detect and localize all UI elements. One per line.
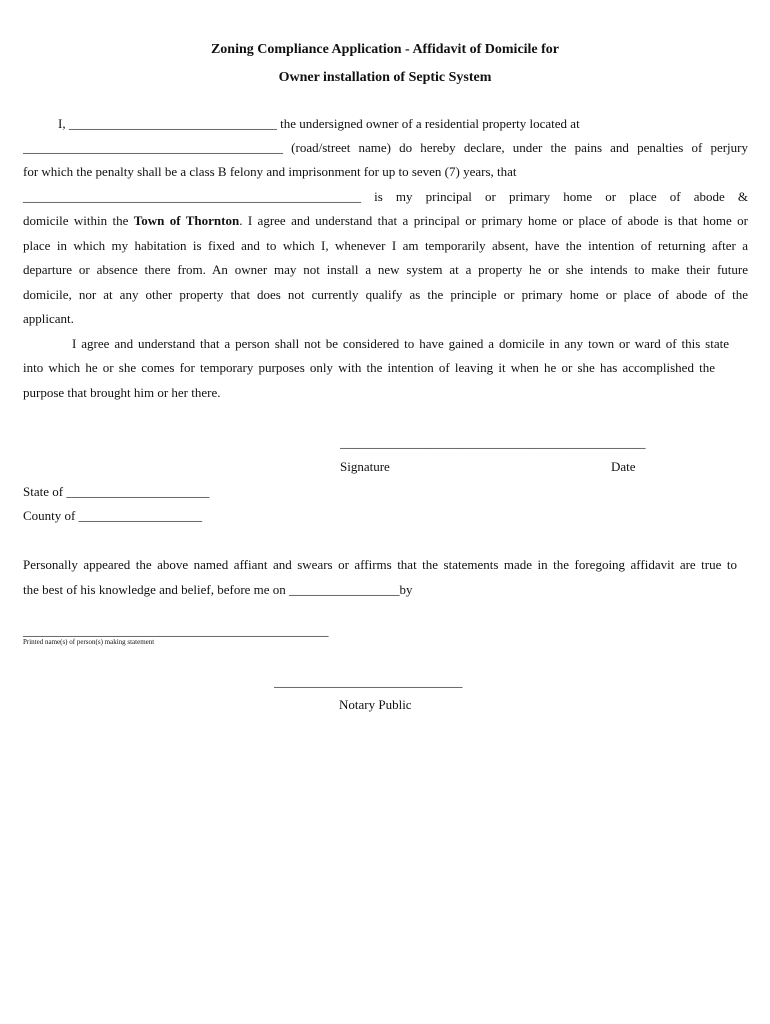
printed-name-caption: Printed name(s) of person(s) making statement — [23, 638, 155, 646]
owner-install-text-line: departure or absence there from. An owner may not install a new system at a property he or she intends to make their future — [23, 262, 748, 277]
owner-name-line: I, ________________________________ the undersigned owner of a residential property located at — [58, 116, 580, 131]
principal-home-line: ____________________________________________________ is my principal or primary home or place of abode & — [23, 189, 748, 204]
domicile-town-line — [23, 213, 748, 229]
state-line[interactable]: State of ______________________ — [23, 484, 210, 499]
document-title-line-1: Zoning Compliance Application - Affidavit of Domicile for — [210, 42, 560, 57]
notary-statement-line-1: Personally appeared the above named affiant and swears or affirms that the statements made in the foregoing affidavit are true to — [23, 557, 737, 572]
document-title-line-2: Owner installation of Septic System — [278, 70, 492, 85]
date-label: Date — [611, 459, 636, 474]
county-line[interactable]: County of ___________________ — [23, 508, 203, 523]
signature-label: Signature — [340, 459, 390, 474]
temporary-purpose-line-1: I agree and understand that a person shall not be considered to have gained a domicile in any town or ward of this state — [72, 336, 729, 351]
domicile-text-post: . I agree and understand that a principal or primary home or place of abode is that home or — [239, 213, 749, 228]
domicile-text-pre: domicile within the — [23, 213, 134, 228]
temporary-purpose-line-2: into which he or she comes for temporary purposes only with the intention of leaving it when he or she has accomplished the — [23, 360, 715, 375]
town-name: Town of Thornton — [133, 213, 240, 228]
qualify-text-line: domicile, nor at any other property that does not currently qualify as the principle or primary home or place of abode of the — [23, 287, 748, 302]
notary-public-label: Notary Public — [339, 697, 412, 712]
penalty-text-line: for which the penalty shall be a class B felony and imprisonment for up to seven (7) years, that — [23, 164, 517, 179]
applicant-text-line: applicant. — [23, 311, 74, 326]
signature-line[interactable]: _______________________________________________ — [340, 435, 646, 450]
habitation-text-line: place in which my habitation is fixed and to which I, whenever I am temporarily absent, have the intention of returning after a — [23, 238, 748, 253]
printed-name-line[interactable]: _______________________________________________ — [23, 623, 329, 638]
temporary-purpose-line-3: purpose that brought him or her there. — [23, 385, 221, 400]
notary-statement-line-2: the best of his knowledge and belief, before me on _________________by — [23, 582, 413, 597]
property-road-line: ________________________________________ (road/street name) do hereby declare, under the pains and penalties of perjury — [23, 140, 748, 155]
notary-signature-line[interactable]: _____________________________ — [274, 674, 463, 689]
